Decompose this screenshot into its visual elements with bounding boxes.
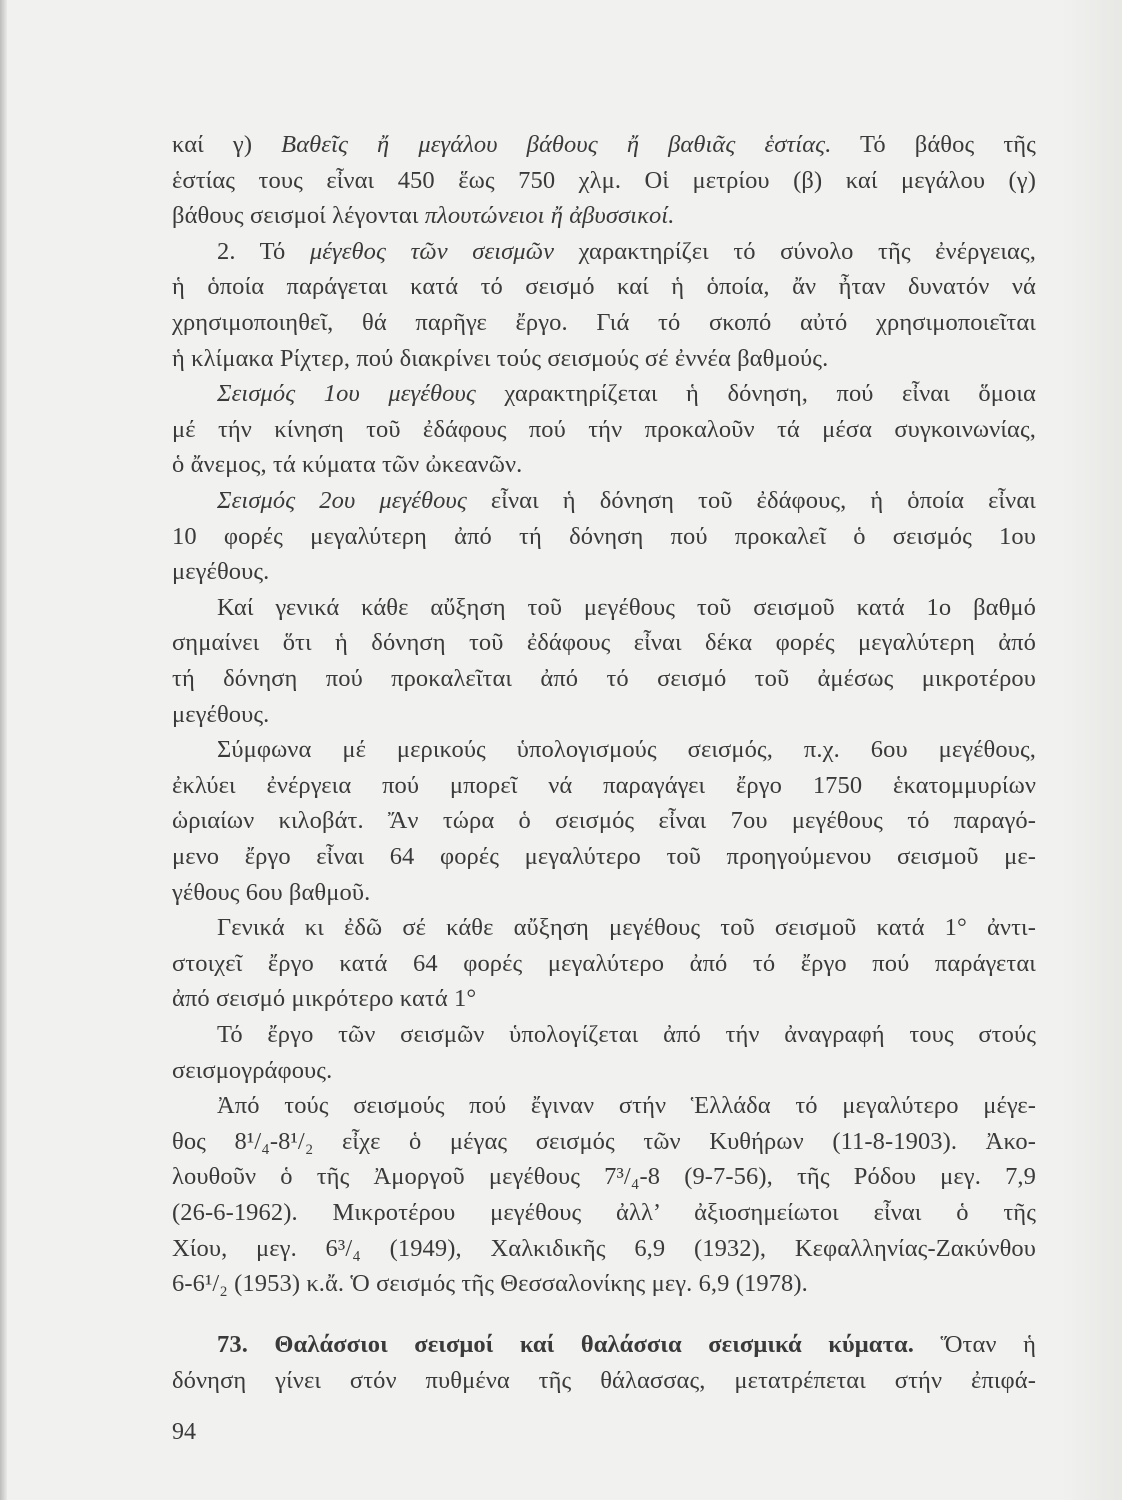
text-segment: ἡ κλίμακα Ρίχτερ, πού διακρίνει τούς σεισμούς σέ ἐννέα βαθμούς. [172,344,829,372]
text-line [172,305,1036,341]
italic-term: πλουτώνειοι ἤ ἀβυσσικοί. [424,202,675,230]
text-segment: εἶναι ἡ δόνηση τοῦ ἐδάφους, ἡ ὁποία εἶναι [466,487,1036,514]
text-line [172,946,1036,982]
page-bleed-through [1062,0,1122,1500]
text-line [172,554,1036,590]
text-line [172,803,1036,839]
text-segment: χαρακτηρίζεται ἡ δόνηση, πού εἶναι ὅμοια [475,380,1036,408]
text-segment: μέ τήν κίνηση τοῦ ἐδάφους πού τήν προκαλοῦν τά μέσα συγκοινωνίας, [172,415,1036,443]
text-line [217,483,1036,519]
text-line [172,127,1036,163]
section-heading: 73. Θαλάσσιοι σεισμοί καί θαλάσσια σεισμικά κύματα. [217,1331,914,1358]
text-line [217,1327,1036,1363]
text-line [217,732,1036,768]
text-segment: ὡριαίων κιλοβάτ. Ἄν τώρα ὁ σεισμός εἶναι 7ου μεγέθους τό παραγό- [172,807,1036,835]
text-line [172,1266,1036,1302]
text-segment: ἐκλύει ἐνέργεια πού μπορεῖ νά παραγάγει ἔργο 1750 ἑκατομμυρίων [172,771,1036,799]
italic-term: μέγεθος τῶν σεισμῶν [309,237,555,265]
text-line [172,1231,1036,1267]
text-line [172,1053,1036,1089]
text-segment: μεγέθους. [172,558,270,586]
text-segment: βάθους σεισμοί λέγονται [172,202,425,230]
text-segment: τή δόνηση πού προκαλεῖται ἀπό τό σεισμό τοῦ ἀμέσως μικροτέρου [172,665,1036,692]
italic-term: Σεισμός 2ου μεγέθους [217,487,467,514]
text-segment: δόνηση γίνει στόν πυθμένα τῆς θάλασσας, μετατρέπεται στήν ἐπιφά- [172,1367,1036,1394]
text-segment: (26-6-1962). Μικροτέρου μεγέθους ἀλλ’ ἀξιοσημείωτοι εἶναι ὁ τῆς [172,1199,1036,1226]
text-segment: Τό ἔργο τῶν σεισμῶν ὑπολογίζεται ἀπό τήν ἀναγραφή τους στούς [217,1021,1036,1048]
text-line [172,697,1036,733]
text-line [172,269,1036,305]
text-line [217,376,1036,412]
text-segment: 2. Τό [217,237,310,265]
text-line [172,198,1036,234]
text-line [217,910,1036,946]
text-segment: καί γ) [172,131,282,158]
text-segment: 10 φορές μεγαλύτερη ἀπό τή δόνηση πού προκαλεῖ ὁ σεισμός 1ου [172,522,1036,550]
text-segment: Καί γενικά κάθε αὔξηση τοῦ μεγέθους τοῦ σεισμοῦ κατά 1ο βαθμό [217,593,1036,621]
text-segment: θος 8¹/₄-8¹/₂ εἶχε ὁ μέγας σεισμός τῶν Κυθήρων (11-8-1903). Ἀκο- [172,1127,1036,1155]
text-line [172,1124,1036,1160]
page-edge-shadow [0,0,7,1500]
text-line [172,875,1036,911]
text-line [172,519,1036,555]
text-line [172,1195,1036,1231]
text-line [217,234,1036,270]
text-line [172,981,1036,1017]
text-segment: Ἀπό τούς σεισμούς πού ἔγιναν στήν Ἑλλάδα τό μεγαλύτερο μέγε- [217,1092,1036,1120]
page-number: 94 [172,1419,196,1445]
text-segment: χρησιμοποιηθεῖ, θά παρῆγε ἔργο. Γιά τό σκοπό αὐτό χρησιμοποιεῖται [172,309,1036,336]
text-segment: Χίου, μεγ. 6³/₄ (1949), Χαλκιδικῆς 6,9 (1932), Κεφαλληνίας-Ζακύνθου [172,1234,1036,1262]
text-line [172,447,1036,483]
text-segment: μενο ἔργο εἶναι 64 φορές μεγαλύτερο τοῦ προηγούμενου σεισμοῦ με- [172,843,1036,870]
text-segment: Ὅταν ἡ [913,1331,1036,1358]
text-segment: χαρακτηρίζει τό σύνολο τῆς ἐνέργειας, [554,237,1036,265]
text-line [172,839,1036,875]
text-line [217,1088,1036,1124]
text-line [217,590,1036,626]
text-segment: ἀπό σεισμό μικρότερο κατά 1° [172,985,477,1013]
text-segment: Σύμφωνα μέ μερικούς ὑπολογισμούς σεισμός, π.χ. 6ου μεγέθους, [217,736,1036,764]
text-line [172,412,1036,448]
text-line [172,163,1036,199]
text-line [172,661,1036,697]
text-segment: ὁ ἄνεμος, τά κύματα τῶν ὠκεανῶν. [172,451,523,479]
text-segment: Τό βάθος τῆς [831,131,1036,158]
italic-term: Σεισμός 1ου μεγέθους [217,380,476,408]
text-line [172,768,1036,804]
text-line [172,341,1036,377]
text-segment: μεγέθους. [172,700,270,728]
text-segment: ἡ ὁποία παράγεται κατά τό σεισμό καί ἡ ὁποία, ἄν ἦταν δυνατόν νά [172,273,1036,301]
italic-term: Βαθεῖς ἤ μεγάλου βάθους ἤ βαθιᾶς ἑστίας. [281,131,832,158]
text-segment: σεισμογράφους. [172,1056,333,1084]
text-line [217,1017,1036,1053]
text-segment: 6-6¹/₂ (1953) κ.ἄ. Ὁ σεισμός τῆς Θεσσαλονίκης μεγ. 6,9 (1978). [172,1270,808,1298]
text-segment: στοιχεῖ ἔργο κατά 64 φορές μεγαλύτερο ἀπό τό ἔργο πού παράγεται [172,949,1036,977]
text-segment: σημαίνει ὅτι ἡ δόνηση τοῦ ἐδάφους εἶναι δέκα φορές μεγαλύτερη ἀπό [172,629,1036,657]
text-line [172,1363,1036,1399]
text-segment: λουθοῦν ὁ τῆς Ἀμοργοῦ μεγέθους 7³/₄-8 (9-7-56), τῆς Ρόδου μεγ. 7,9 [172,1163,1036,1191]
text-segment: Γενικά κι ἐδῶ σέ κάθε αὔξηση μεγέθους τοῦ σεισμοῦ κατά 1° ἀντι- [217,914,1036,942]
text-line [172,1159,1036,1195]
text-segment: γέθους 6ου βαθμοῦ. [172,878,371,906]
text-line [172,625,1036,661]
text-segment: ἑστίας τους εἶναι 450 ἕως 750 χλμ. Οἱ μετρίου (β) καί μεγάλου (γ) [172,166,1036,194]
